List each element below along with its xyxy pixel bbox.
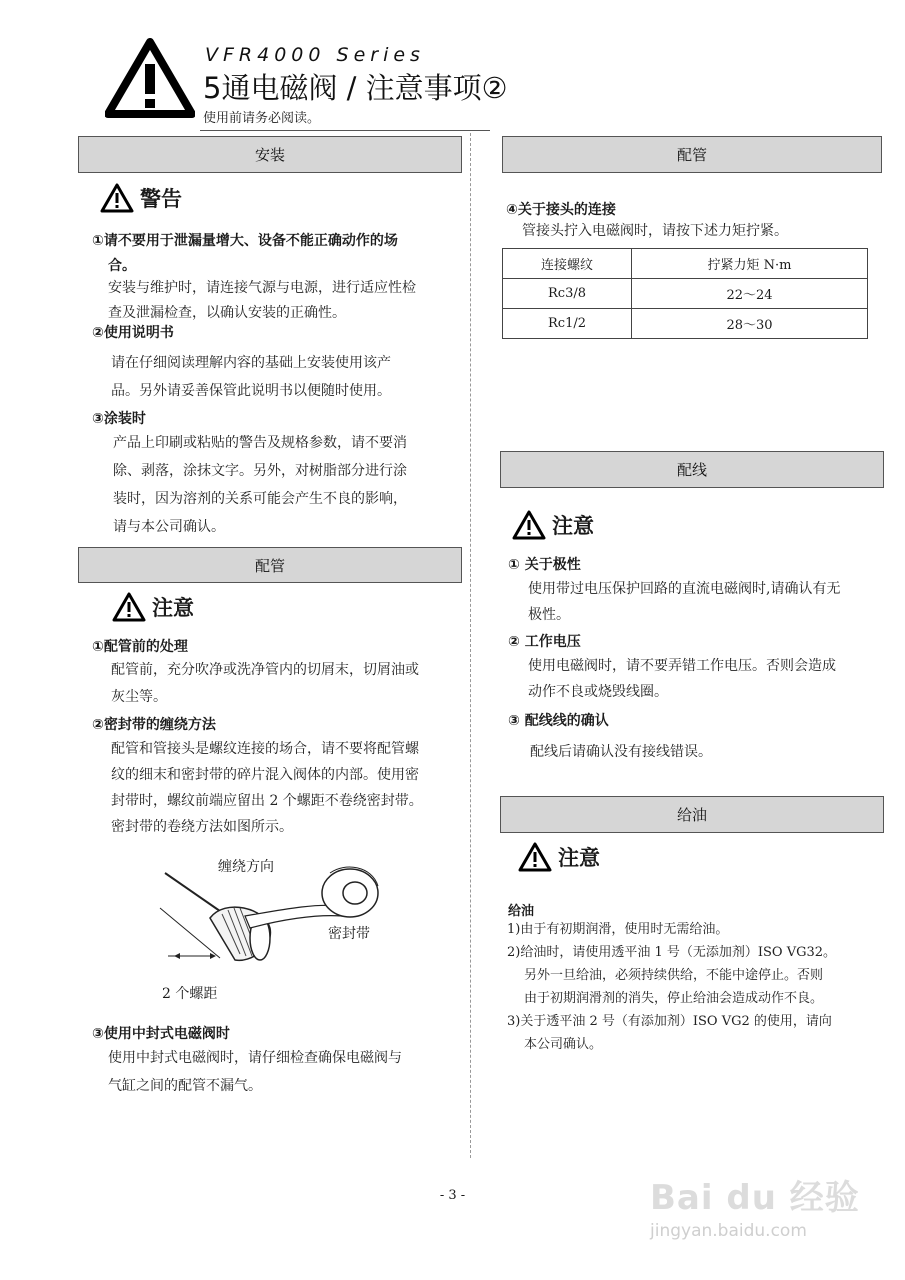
section-bar-wiring: 配线: [500, 451, 884, 488]
caution-label: 注意: [558, 846, 600, 870]
section-bar-piping-right: 配管: [502, 136, 882, 173]
seal-tape-diagram: [150, 848, 400, 978]
series-name: VFR4000 Series: [205, 44, 425, 66]
table-header: 拧紧力矩 N·m: [632, 249, 868, 279]
column-divider: [470, 133, 471, 1158]
text-line: 纹的细末和密封带的碎片混入阀体的内部。使用密: [111, 767, 419, 783]
text-line: 配管和管接头是螺纹连接的场合，请不要将配管螺: [111, 741, 419, 757]
text-line: 动作不良或烧毁线圈。: [528, 684, 668, 700]
item-heading: 给油: [508, 904, 535, 919]
caution-heading: [512, 510, 594, 540]
item-heading: ②使用说明书: [92, 325, 174, 341]
text-line: 另外一旦给油，必须持续供给，不能中途停止。否则: [524, 968, 824, 983]
item-heading: ③涂装时: [92, 411, 146, 427]
text-line: 2)给油时，请使用透平油 1 号（无添加剂）ISO VG32。: [507, 945, 837, 960]
text-line: 本公司确认。: [524, 1037, 603, 1052]
text-line: 装时，因为溶剂的关系可能会产生不良的影响，: [113, 491, 407, 507]
text-line: 1)由于有初期润滑，使用时无需给油。: [507, 922, 729, 937]
text-line: 品。另外请妥善保管此说明书以便随时使用。: [111, 383, 391, 399]
item-heading: ①请不要用于泄漏量增大、设备不能正确动作的场: [92, 233, 398, 249]
item-heading: ②密封带的缠绕方法: [92, 717, 216, 733]
text-line: 使用中封式电磁阀时，请仔细检查确保电磁阀与: [108, 1050, 402, 1066]
table-header-row: [503, 249, 868, 279]
caution-heading: [518, 842, 600, 872]
table-cell: 28～30: [632, 309, 868, 339]
warning-icon: [512, 510, 546, 540]
text-line: 查及泄漏检查，以确认安装的正确性。: [108, 305, 346, 321]
figure-label-direction: 缠绕方向: [218, 859, 274, 875]
item-heading-cont: 合。: [108, 258, 136, 274]
torque-table: [502, 248, 868, 339]
text-line: 3)关于透平油 2 号（有添加剂）ISO VG2 的使用，请向: [507, 1014, 832, 1029]
page-title: 5通电磁阀 / 注意事项②: [203, 71, 508, 105]
table-header: 连接螺纹: [503, 249, 632, 279]
warning-triangle-icon: [105, 38, 195, 118]
text-line: 使用带过电压保护回路的直流电磁阀时,请确认有无: [528, 581, 841, 597]
watermark-url: jingyan.baidu.com: [650, 1221, 807, 1241]
item-heading: ① 关于极性: [508, 557, 581, 573]
table-row: [503, 279, 868, 309]
text-line: 安装与维护时，请连接气源与电源，进行适应性检: [108, 280, 416, 296]
figure-label-seal-tape: 密封带: [328, 926, 370, 942]
section-bar-install: 安装: [78, 136, 462, 173]
text-line: 密封带的卷绕方法如图所示。: [111, 819, 293, 835]
text-line: 气缸之间的配管不漏气。: [108, 1078, 262, 1094]
text-line: 使用电磁阀时，请不要弄错工作电压。否则会造成: [528, 658, 836, 674]
watermark: [650, 1170, 860, 1241]
text-line: 管接头拧入电磁阀时，请按下述力矩拧紧。: [522, 223, 788, 239]
text-line: 极性。: [528, 607, 570, 623]
table-cell: Rc1/2: [503, 309, 632, 339]
item-heading: ③ 配线线的确认: [508, 713, 609, 729]
figure-label-pitch: 2 个螺距: [162, 986, 218, 1002]
text-line: 请与本公司确认。: [113, 519, 225, 535]
warning-icon: [518, 842, 552, 872]
warning-icon: [100, 183, 134, 213]
text-line: 除、剥落，涂抹文字。另外，对树脂部分进行涂: [113, 463, 407, 479]
table-row: [503, 309, 868, 339]
warning-heading: [100, 183, 182, 213]
caution-label: 注意: [552, 514, 594, 538]
warning-label: 警告: [140, 187, 182, 211]
text-line: 配线后请确认没有接线错误。: [530, 744, 712, 760]
item-heading: ①配管前的处理: [92, 639, 188, 655]
page-number: - 3 -: [439, 1188, 466, 1203]
caution-heading: [112, 592, 194, 622]
watermark-brand: Bai du 经验: [650, 1178, 860, 1218]
section-bar-oiling: 给油: [500, 796, 884, 833]
header-rule: [200, 130, 490, 131]
text-line: 产品上印刷或粘贴的警告及规格参数，请不要消: [113, 435, 407, 451]
text-line: 配管前，充分吹净或洗净管内的切屑末，切屑油或: [111, 662, 419, 678]
item-heading: ④关于接头的连接: [506, 202, 616, 218]
warning-icon: [112, 592, 146, 622]
table-cell: Rc3/8: [503, 279, 632, 309]
text-line: 封带时，螺纹前端应留出 2 个螺距不卷绕密封带。: [111, 793, 423, 809]
item-heading: ② 工作电压: [508, 634, 581, 650]
caution-label: 注意: [152, 596, 194, 620]
text-line: 由于初期润滑剂的消失，停止给油会造成动作不良。: [524, 991, 824, 1006]
table-cell: 22～24: [632, 279, 868, 309]
text-line: 灰尘等。: [111, 689, 167, 705]
item-heading: ③使用中封式电磁阀时: [92, 1026, 230, 1042]
section-bar-piping: 配管: [78, 547, 462, 583]
text-line: 请在仔细阅读理解内容的基础上安装使用该产: [111, 355, 391, 371]
page-subtitle: 使用前请务必阅读。: [203, 111, 321, 126]
